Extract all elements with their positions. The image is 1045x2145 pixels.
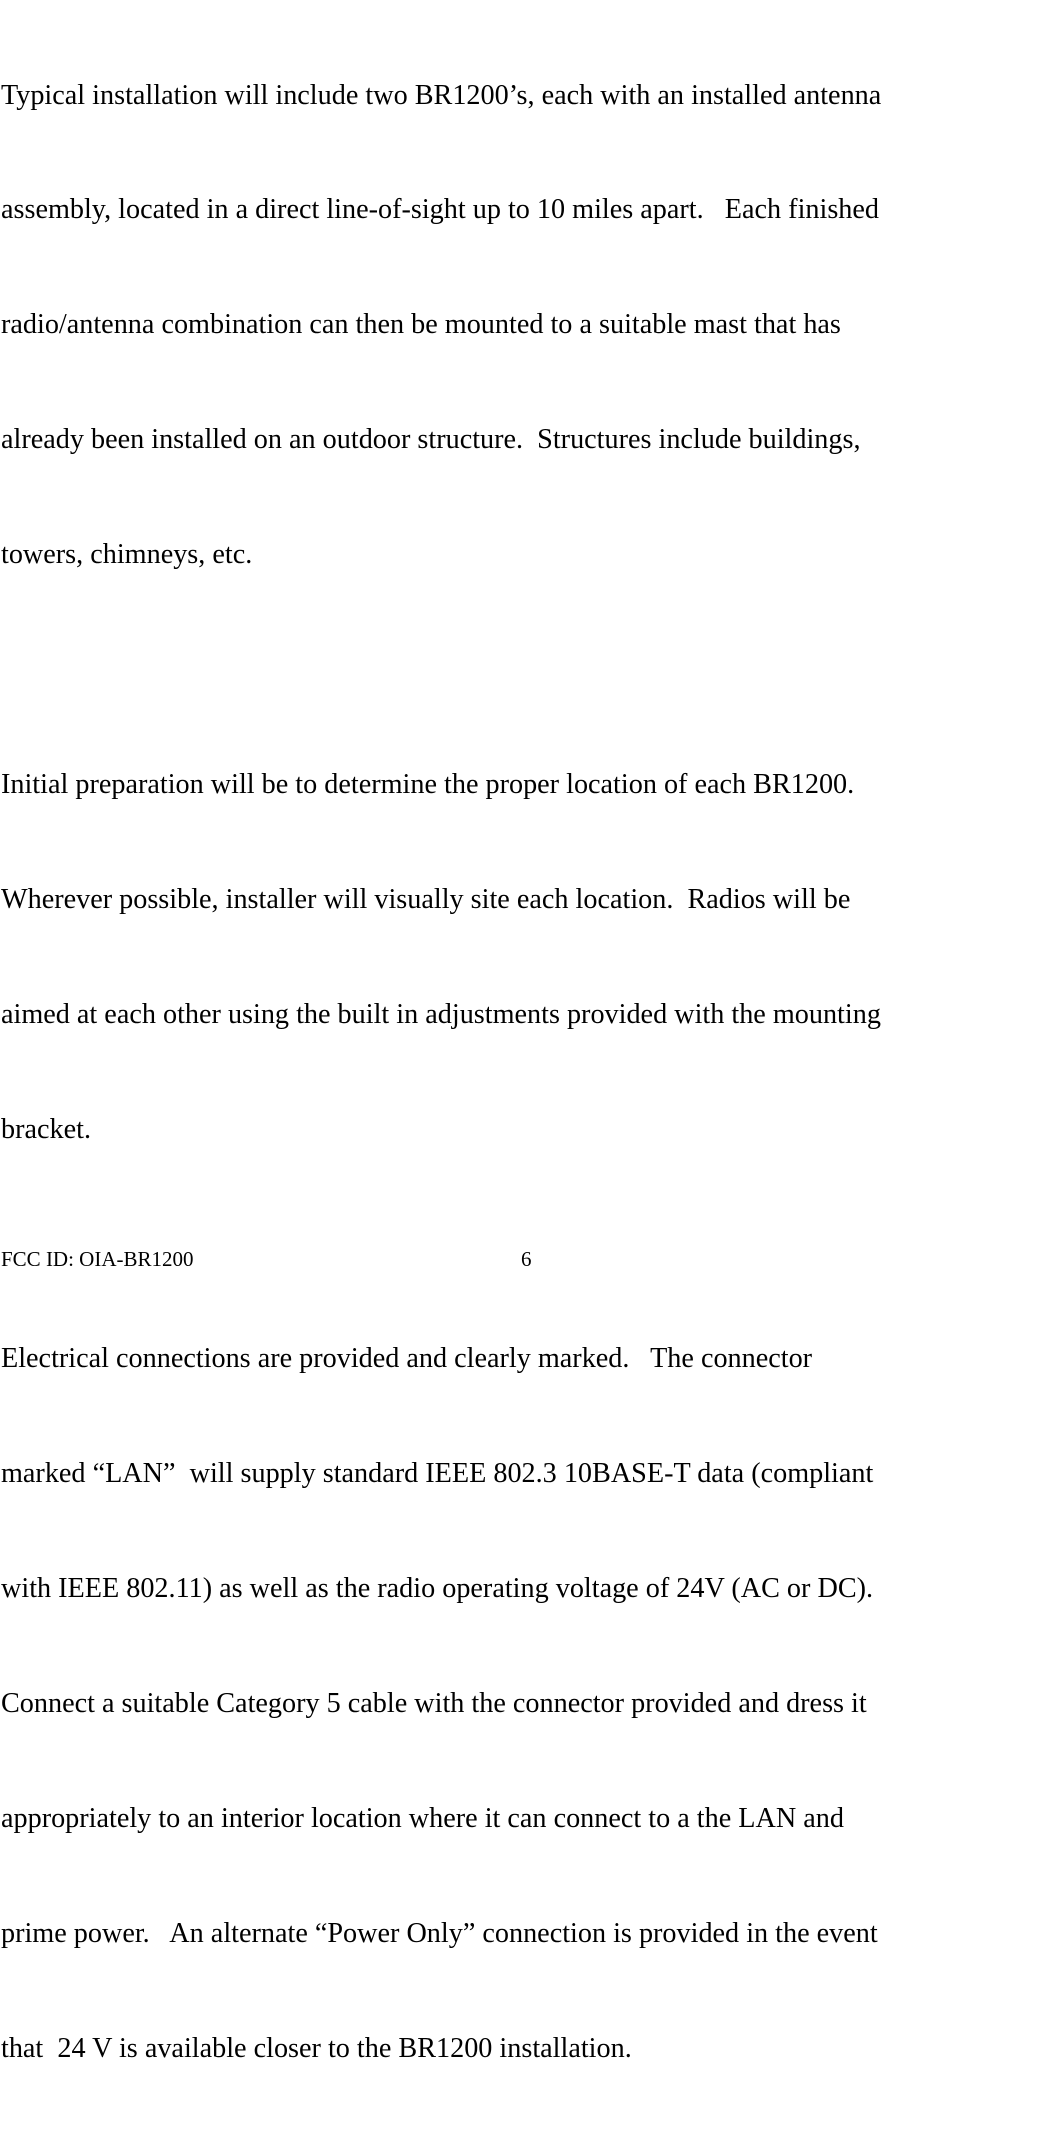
text-line: bracket. [1, 1113, 91, 1145]
page-number: 6 [521, 1247, 532, 1271]
paragraph-installation-overview [1, 0, 1043, 651]
text-line: prime power. An alternate “Power Only” connection is provided in the event [1, 1917, 878, 1949]
fcc-id-label: FCC ID: OIA-BR1200 [1, 1247, 194, 1271]
text-line: that 24 V is available closer to the BR1200 installation. [1, 2032, 632, 2064]
page-footer [1, 1247, 1043, 1271]
text-line: appropriately to an interior location where it can connect to a the LAN and [1, 1802, 844, 1834]
text-line: towers, chimneys, etc. [1, 539, 253, 571]
text-line: aimed at each other using the built in adjustments provided with the mounting [1, 998, 881, 1030]
text-line: assembly, located in a direct line-of-sight up to 10 miles apart. Each finished [1, 194, 879, 226]
text-line: radio/antenna combination can then be mounted to a suitable mast that has [1, 309, 841, 341]
document-body [1, 0, 1043, 2145]
paragraph-electrical-connections [1, 1264, 1043, 2145]
text-line: already been installed on an outdoor structure. Structures include buildings, [1, 424, 861, 456]
text-line: Electrical connections are provided and clearly marked. The connector [1, 1343, 813, 1375]
text-line: Initial preparation will be to determine the proper location of each BR1200. [1, 768, 855, 800]
paragraph-initial-preparation [1, 689, 1043, 1225]
text-line: Typical installation will include two BR1200’s, each with an installed antenna [1, 79, 882, 111]
text-line: with IEEE 802.11) as well as the radio operating voltage of 24V (AC or DC). [1, 1573, 874, 1605]
text-line: Wherever possible, installer will visually site each location. Radios will be [1, 883, 851, 915]
text-line: marked “LAN” will supply standard IEEE 802.3 10BASE-T data (compliant [1, 1458, 874, 1490]
text-line: Connect a suitable Category 5 cable with the connector provided and dress it [1, 1688, 867, 1720]
